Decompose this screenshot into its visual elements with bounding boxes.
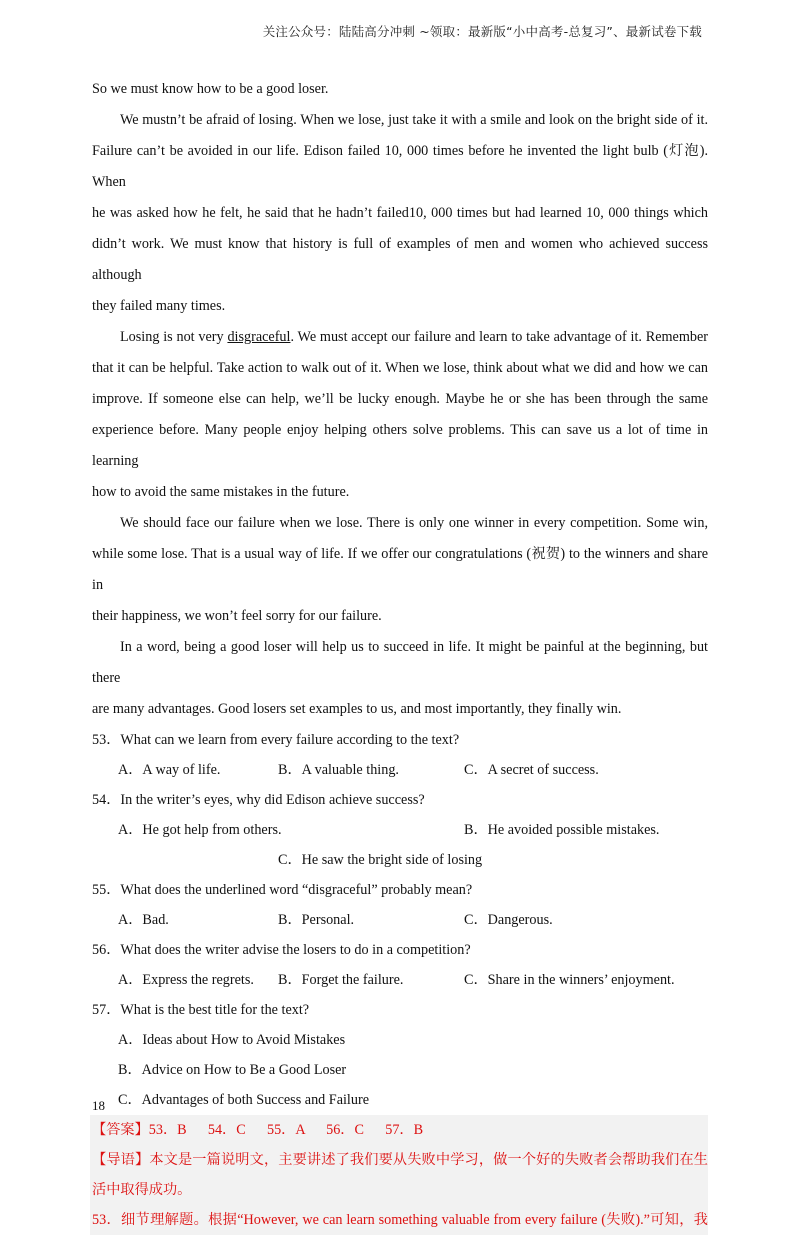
passage-line: that it can be helpful. Take action to walk out of it. When we lose, think about what we did and how we can xyxy=(92,360,708,376)
passage-line: how to avoid the same mistakes in the future. xyxy=(92,484,350,500)
passage-text: Losing is not very xyxy=(120,329,228,345)
question-55: 55．What does the underlined word “disgraceful” probably mean? xyxy=(92,882,473,898)
guide-line: 【导语】本文是一篇说明文，主要讲述了我们要从失败中学习，做一个好的失败者会帮助我们在生 xyxy=(90,1145,708,1175)
passage-line: So we must know how to be a good loser. xyxy=(92,81,329,97)
passage-line xyxy=(92,322,708,353)
passage-line: while some lose. That is a usual way of life. If we offer our congratulations (祝贺) to the winners and share in xyxy=(92,546,708,593)
paragraph-1 xyxy=(92,105,708,322)
option-53-b: B．A valuable thing. xyxy=(278,762,399,778)
option-55-a: A．Bad. xyxy=(118,912,169,928)
passage-line: experience before. Many people enjoy helping others solve problems. This can save us a lot of time in learning xyxy=(92,422,708,469)
explanation-53: 53．细节理解题。根据“However, we can learn something valuable from every failure (失败).”可知，我 xyxy=(90,1205,708,1235)
question-56: 56．What does the writer advise the losers to do in a competition? xyxy=(92,942,471,958)
passage-line: they failed many times. xyxy=(92,298,226,314)
option-53-c: C．A secret of success. xyxy=(464,762,599,778)
page-header: 关注公众号：陆陆高分冲刺 ~领取：最新版“小中高考-总复习”、最新试卷下载 xyxy=(262,24,702,39)
paragraph-3 xyxy=(92,508,708,632)
paragraph-2 xyxy=(92,322,708,508)
option-55-c: C．Dangerous. xyxy=(464,912,553,928)
options-56 xyxy=(92,965,708,995)
question-57: 57．What is the best title for the text? xyxy=(92,1002,310,1018)
option-57-a: A．Ideas about How to Avoid Mistakes xyxy=(118,1032,346,1048)
options-54-row2 xyxy=(92,845,708,875)
option-56-c: C．Share in the winners’ enjoyment. xyxy=(464,972,675,988)
passage-line: We should face our failure when we lose. There is only one winner in every competition. Some win, xyxy=(120,515,708,531)
answer-key: 【答案】53．B 54．C 55．A 56．C 57．B xyxy=(90,1115,708,1145)
option-54-c: C．He saw the bright side of losing xyxy=(278,852,483,868)
option-54-a: A．He got help from others. xyxy=(118,822,282,838)
passage-line: he was asked how he felt, he said that he hadn’t failed10, 000 times but had learned 10, 000 things which xyxy=(92,205,708,221)
option-57-b: B．Advice on How to Be a Good Loser xyxy=(118,1062,347,1078)
paragraph-4 xyxy=(92,632,708,725)
option-54-b: B．He avoided possible mistakes. xyxy=(464,822,660,838)
question-53: 53．What can we learn from every failure according to the text? xyxy=(92,732,460,748)
page-number: 18 xyxy=(92,1098,105,1113)
passage-line: their happiness, we won’t feel sorry for our failure. xyxy=(92,608,382,624)
passage-line: We mustn’t be afraid of losing. When we lose, just take it with a smile and look on the bright side of it. xyxy=(120,112,708,128)
document-body xyxy=(92,74,708,1235)
guide-line: 活中取得成功。 xyxy=(90,1175,708,1205)
option-53-a: A．A way of life. xyxy=(118,762,221,778)
passage-line: Failure can’t be avoided in our life. Edison failed 10, 000 times before he invented the light bulb (灯泡). When xyxy=(92,143,708,190)
option-55-b: B．Personal. xyxy=(278,912,355,928)
passage-line: In a word, being a good loser will help us to succeed in life. It might be painful at the beginning, but there xyxy=(92,639,708,686)
answer-section xyxy=(92,1115,708,1235)
option-56-a: A．Express the regrets. xyxy=(118,972,254,988)
passage-line: improve. If someone else can help, we’ll be lucky enough. Maybe he or she has been through the same xyxy=(92,391,708,407)
option-56-b: B．Forget the failure. xyxy=(278,972,404,988)
options-55 xyxy=(92,905,708,935)
passage-line: didn’t work. We must know that history is full of examples of men and women who achieved success although xyxy=(92,236,708,283)
passage-line: are many advantages. Good losers set examples to us, and most importantly, they finally win. xyxy=(92,701,622,717)
question-54: 54．In the writer’s eyes, why did Edison achieve success? xyxy=(92,792,425,808)
options-54 xyxy=(92,815,708,845)
underlined-word: disgraceful xyxy=(227,329,291,345)
passage-text: . We must accept our failure and learn to take advantage of it. Remember xyxy=(290,329,708,345)
options-53 xyxy=(92,755,708,785)
option-57-c: C．Advantages of both Success and Failure xyxy=(118,1092,369,1108)
